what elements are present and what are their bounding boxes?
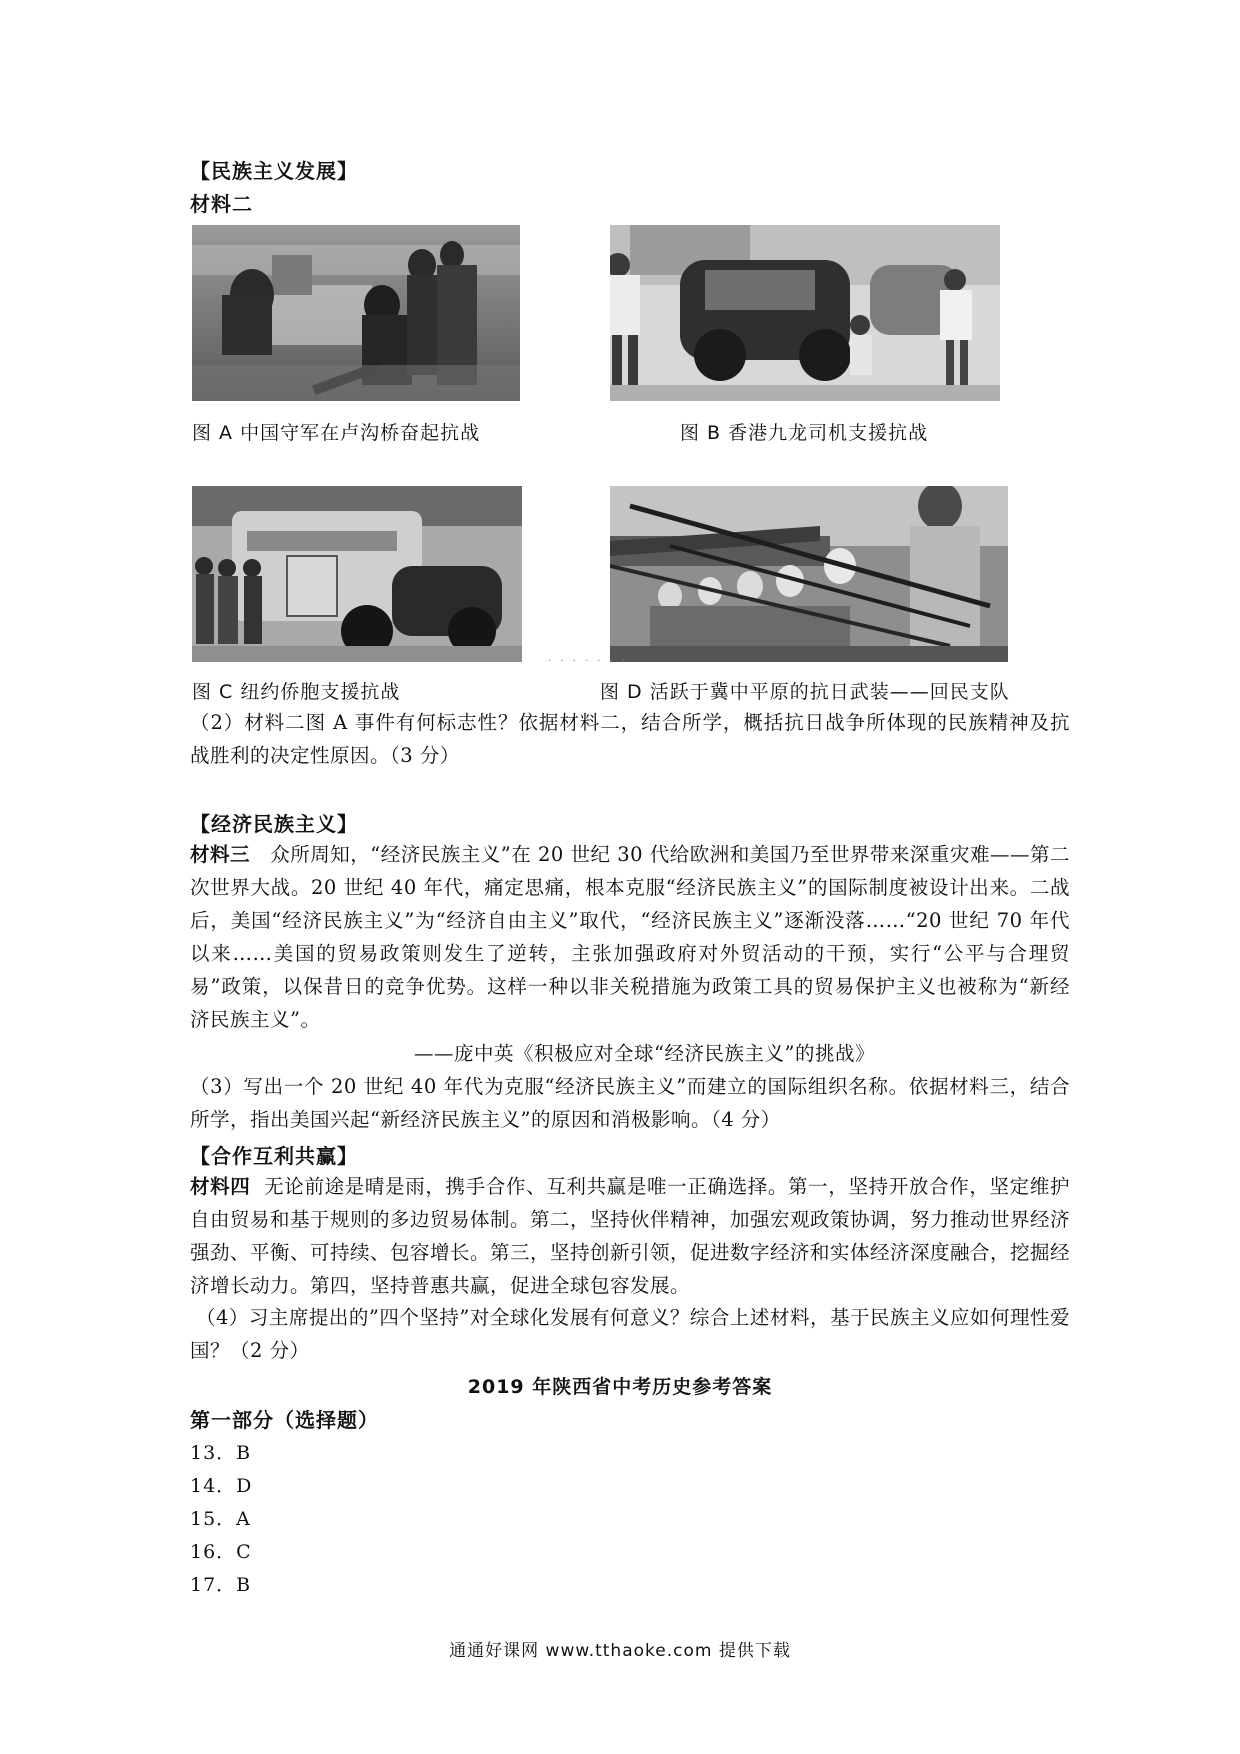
drivers-with-trucks-photo [610, 225, 1000, 401]
caption-photo-d: 图 D 活跃于冀中平原的抗日武装——回民支队 [600, 681, 1010, 703]
answer-part-one-heading: 第一部分（选择题） [190, 1408, 379, 1432]
answer-key-title: 2019 年陕西省中考历史参考答案 [467, 1376, 773, 1398]
militia-with-bayonets-photo [610, 486, 1008, 662]
photo-b [610, 225, 1000, 401]
answer-item: 17．B [190, 1574, 252, 1596]
photo-a [192, 225, 520, 401]
answer-item: 14．D [190, 1475, 253, 1497]
material-label-four: 材料四 [190, 1175, 251, 1198]
material-label-two: 材料二 [190, 192, 253, 216]
overseas-chinese-truck-photo [192, 486, 522, 662]
photo-c [192, 486, 522, 662]
material-four-paragraph [190, 1170, 1070, 1302]
photo-d [610, 486, 1008, 662]
material-three-text: 众所周知，“经济民族主义”在 20 世纪 30 代给欧洲和美国乃至世界带来深重灾难——第二次世界大战。20 世纪 40 年代，痛定思痛，根本克服“经济民族主义”的国际制度被设计出来。二战后，美国“经济民族主义”为“经济自由主义”取代，“经济民族主义”逐渐没落……“20 世纪 70 年代以来……美国的贸易政策则发生了逆转，主张加强政府对外贸活动的干预，实行“公平与合理贸易”政策，以保昔日的竞争优势。这样一种以非关税措施为政策工具的贸易保护主义也被称为“新经济民族主义”。 [190, 843, 1070, 1031]
material-three-paragraph [190, 838, 1070, 1036]
material-label-three: 材料三 [190, 843, 251, 866]
section-heading-cooperation: 【合作互利共赢】 [190, 1144, 358, 1168]
question-3: （3）写出一个 20 世纪 40 年代为克服“经济民族主义”而建立的国际组织名称。依据材料三，结合所学，指出美国兴起“新经济民族主义”的原因和消极影响。（4 分） [190, 1075, 1070, 1131]
section-heading-economic-nationalism: 【经济民族主义】 [190, 812, 358, 836]
caption-photo-b: 图 B 香港九龙司机支援抗战 [680, 422, 929, 444]
separator-dots: · · · · · · · [548, 656, 629, 667]
material-four-text: 无论前途是晴是雨，携手合作、互利共赢是唯一正确选择。第一，坚持开放合作，坚定维护自由贸易和基于规则的多边贸易体制。第二，坚持伙伴精神，加强宏观政策协调，努力推动世界经济强劲、平衡、可持续、包容增长。第三，坚持创新引领，促进数字经济和实体经济深度融合，挖掘经济增长动力。第四，坚持普惠共赢，促进全球包容发展。 [190, 1175, 1071, 1297]
section-heading-nationalism: 【民族主义发展】 [190, 159, 358, 183]
page-footer: 通通好课网 www.tthaoke.com 提供下载 [449, 1641, 791, 1661]
question-2: （2）材料二图 A 事件有何标志性？依据材料二，结合所学，概括抗日战争所体现的民族精神及抗战胜利的决定性原因。（3 分） [190, 711, 1070, 767]
answer-item: 15．A [190, 1508, 251, 1530]
caption-photo-a: 图 A 中国守军在卢沟桥奋起抗战 [192, 422, 481, 444]
material-three-source: ——庞中英《积极应对全球“经济民族主义”的挑战》 [414, 1042, 875, 1065]
soldiers-at-bridge-photo [192, 225, 520, 401]
question-4: （4）习主席提出的”四个坚持”对全球化发展有何意义？综合上述材料，基于民族主义应如何理性爱国？（2 分） [190, 1306, 1070, 1362]
answer-item: 16．C [190, 1541, 252, 1563]
caption-photo-c: 图 C 纽约侨胞支援抗战 [192, 681, 401, 703]
answer-item: 13．B [190, 1442, 252, 1464]
